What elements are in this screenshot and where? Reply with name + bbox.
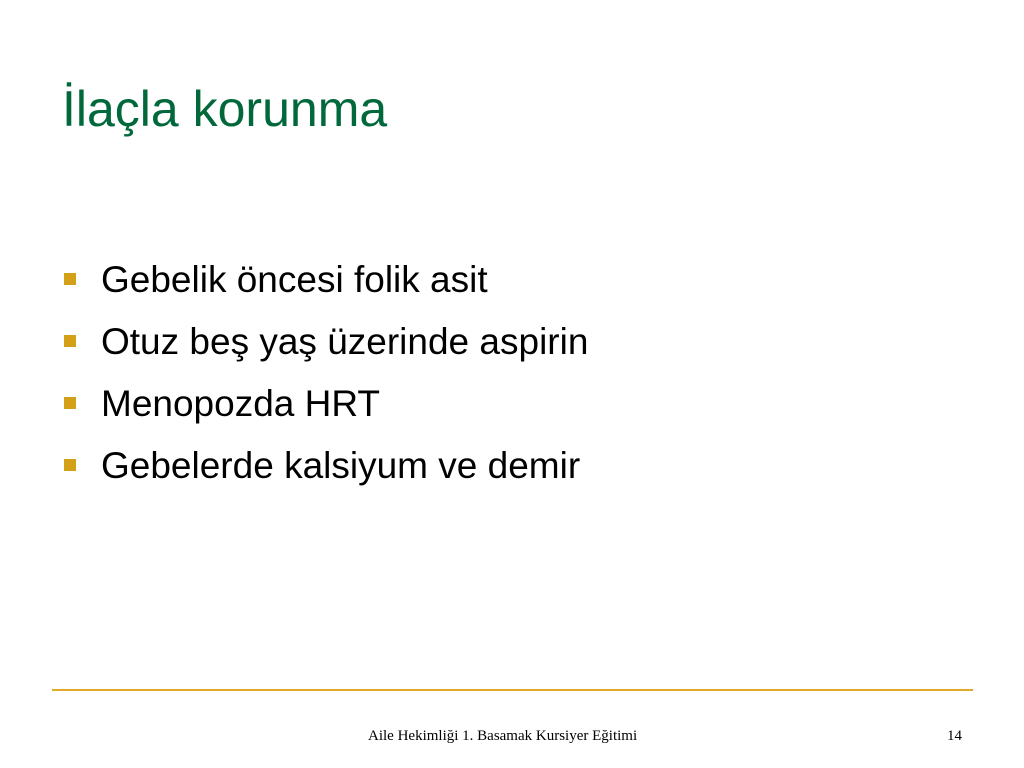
square-bullet-icon: [64, 273, 76, 285]
square-bullet-icon: [64, 397, 76, 409]
bullet-text: Otuz beş yaş üzerinde aspirin: [101, 320, 589, 362]
bullet-list: [64, 248, 588, 496]
square-bullet-icon: [64, 335, 76, 347]
footer-text: Aile Hekimliği 1. Basamak Kursiyer Eğitimi: [368, 728, 638, 744]
bullet-text: Gebelerde kalsiyum ve demir: [101, 444, 581, 486]
slide-title: İlaçla korunma: [62, 81, 388, 137]
bullet-text: Gebelik öncesi folik asit: [101, 258, 488, 300]
square-bullet-icon: [64, 459, 76, 471]
bullet-item: [64, 372, 588, 434]
bullet-item: [64, 310, 588, 372]
bullet-item: [64, 434, 588, 496]
footer-divider: [52, 689, 973, 691]
bullet-text: Menopozda HRT: [101, 382, 381, 424]
bullet-item: [64, 248, 588, 310]
page-number: 14: [947, 728, 962, 744]
